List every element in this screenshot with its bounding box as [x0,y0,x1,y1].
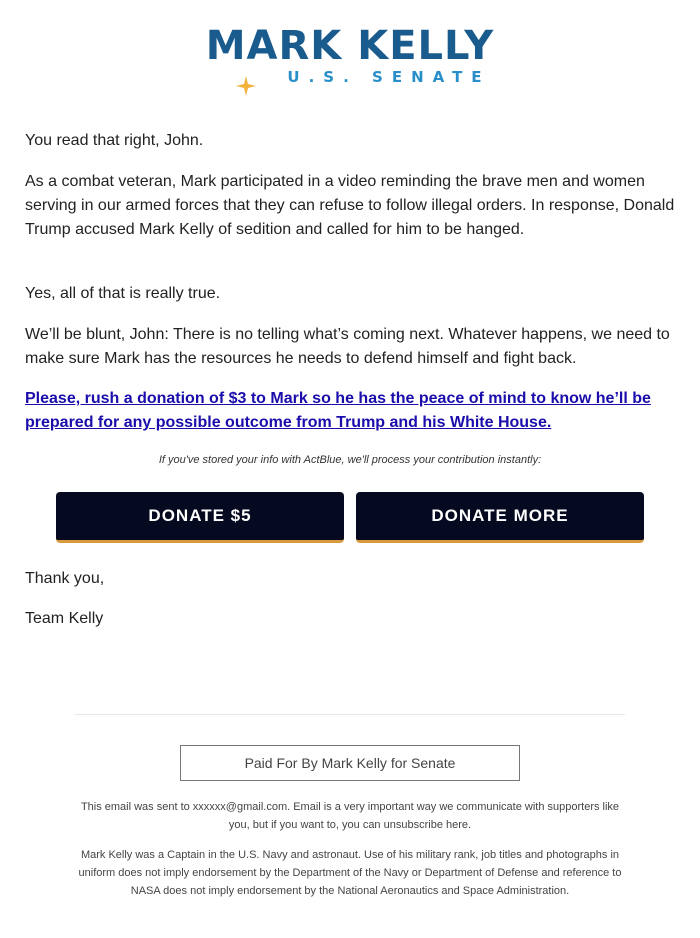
paragraph-2 [25,282,675,306]
donate-5-button[interactable]: DONATE $5 [56,492,344,543]
greeting-text: You read that right, John. [25,132,204,149]
signature-text: Team Kelly [25,610,104,627]
signoff [25,567,675,591]
actblue-note: If you've stored your info with ActBlue, we'll process your contribution instantly: [158,454,542,466]
sent-to-notice [75,798,625,834]
logo [0,23,700,86]
cta [25,387,675,435]
disclaimer: Mark Kelly was a Captain in the U.S. Navy and astronaut. Use of his military rank, job titles and photographs in uniform does not imply endorsement by the Department of the Navy or Department of Defense and reference to NASA does not imply endorsement by the National Aeronautics and Space Administration. [78,849,622,897]
paragraph-3 [25,323,675,371]
sent-to-suffix: . [468,819,472,831]
paragraph-1 [25,170,675,242]
sent-to-text: This email was sent to xxxxxx@gmail.com. Email is a very important way we communicate with supporters like you, but if you want to, you can [80,801,620,831]
footer-divider [75,714,625,715]
signoff-text: Thank you, [25,570,105,587]
donation-link[interactable]: Please, rush a donation of $3 to Mark so he has the peace of mind to know he’ll be prepared for any possible outcome from Trump and his White House. [25,390,651,431]
unsubscribe-link[interactable]: unsubscribe here [383,819,469,831]
signature [25,607,675,631]
paragraph-3-text: We’ll be blunt, John: There is no telling what’s coming next. Whatever happens, we need to make sure Mark has the resources he needs to defend himself and fight back. [25,326,670,367]
star-icon [236,76,256,96]
paid-for-box: Paid For By Mark Kelly for Senate [180,745,520,781]
paragraph-1-text: As a combat veteran, Mark participated in a video reminding the brave men and women serving in our armed forces that they can refuse to follow illegal orders. In response, Donald Trump accused Mark Kelly of sedition and called for him to be hanged. [25,173,675,238]
logo-subtitle: U.S. SENATE [287,68,491,86]
donate-more-button[interactable]: DONATE MORE [356,492,644,543]
greeting [25,129,675,153]
logo-name: MARK KELLY [205,23,495,69]
paragraph-2-text: Yes, all of that is really true. [25,285,221,302]
